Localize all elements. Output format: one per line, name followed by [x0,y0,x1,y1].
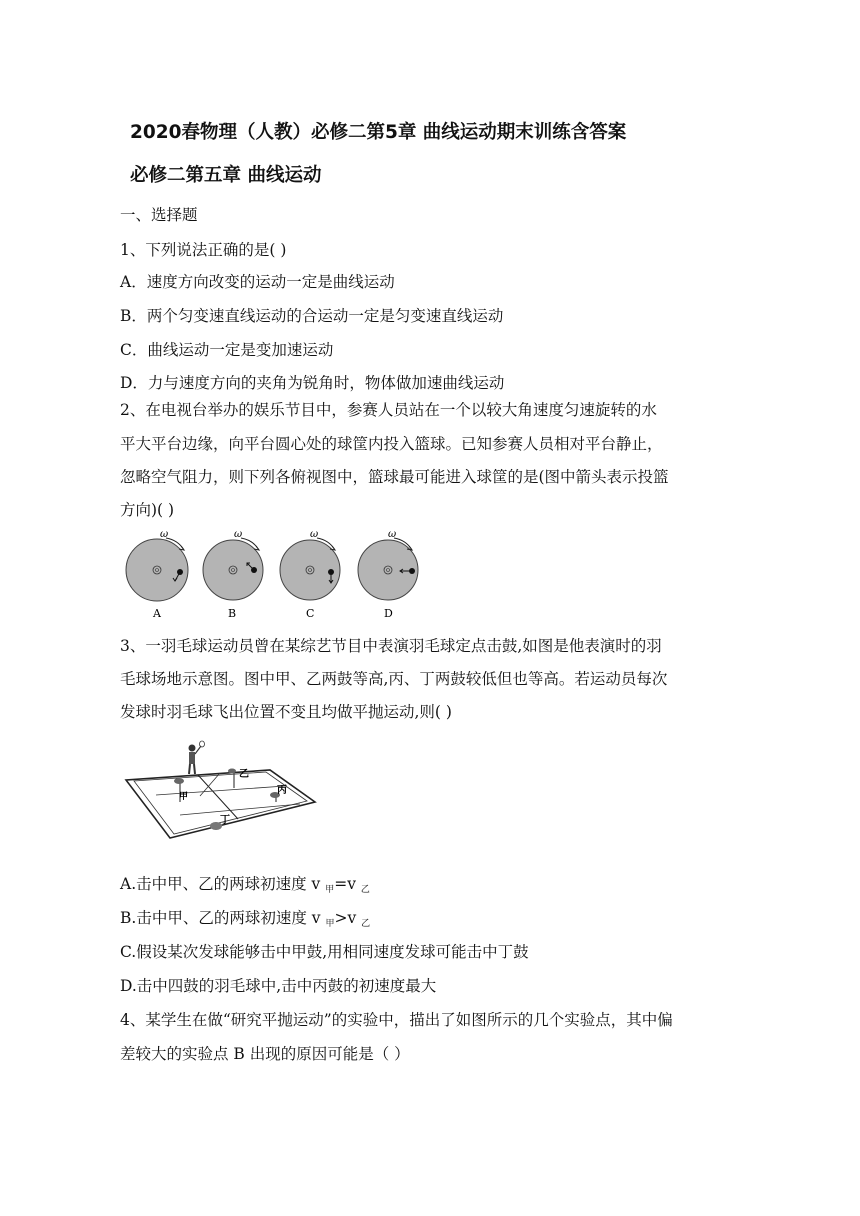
question-1-option-d: D．力与速度方向的夹角为锐角时，物体做加速曲线运动 [120,374,505,392]
option-b-text: B.击中甲、乙的两球初速度 v [120,909,326,927]
question-3-option-b [120,906,370,928]
disk-b [203,538,263,600]
question-2-line-3: 忽略空气阻力，则下列各俯视图中，篮球最可能进入球筐的是(图中箭头表示投篮 [120,468,669,486]
drum-yi [228,769,236,789]
question-1-stem: 1、下列说法正确的是( ) [120,241,287,259]
subscript-yi: 乙 [361,919,371,929]
figure-label-b: B [228,607,237,620]
omega-label-a: ω [160,529,169,540]
omega-label-c: ω [310,529,319,540]
document-title: 2020春物理（人教）必修二第5章 曲线运动期末训练含答案 [130,122,627,143]
subscript-jia: 甲 [325,919,335,929]
question-1-option-b: B．两个匀变速直线运动的合运动一定是匀变速直线运动 [120,307,504,325]
subscript-jia: 甲 [325,885,335,895]
question-4-line-2: 差较大的实验点 B 出现的原因可能是（ ） [120,1045,410,1063]
drum-label-ding: 丁 [220,815,230,826]
question-3-option-a [120,872,370,894]
question-2-figure [120,528,430,624]
option-b-relation: >v [334,909,362,927]
omega-label-b: ω [234,529,243,540]
drum-label-yi: 乙 [239,769,249,780]
question-3-line-1: 3、一羽毛球运动员曾在某综艺节目中表演羽毛球定点击鼓,如图是他表演时的羽 [120,637,662,655]
figure-label-c: C [306,607,315,620]
question-1-option-a: A．速度方向改变的运动一定是曲线运动 [120,273,395,291]
question-3-line-2: 毛球场地示意图。图中甲、乙两鼓等高,丙、丁两鼓较低但也等高。若运动员每次 [120,670,668,688]
question-3-line-3: 发球时羽毛球飞出位置不变且均做平抛运动,则( ) [120,703,452,721]
option-a-relation: =v [334,875,361,893]
question-4-line-1: 4、某学生在做“研究平抛运动”的实验中，描出了如图所示的几个实验点，其中偏 [120,1011,673,1029]
section-heading: 一、选择题 [120,206,198,224]
disk-a [126,538,188,601]
question-2-line-1: 2、在电视台举办的娱乐节目中，参赛人员站在一个以较大角速度匀速旋转的水 [120,401,657,419]
option-a-text: A.击中甲、乙的两球初速度 v [120,875,326,893]
question-2-line-2: 平大平台边缘，向平台圆心处的球筐内投入篮球。已知参赛人员相对平台静止， [120,435,663,453]
player-figure [189,741,205,774]
drum-label-bing: 丙 [277,785,287,796]
question-3-option-d: D.击中四鼓的羽毛球中,击中丙鼓的初速度最大 [120,977,437,995]
drum-label-jia: 甲 [179,792,189,802]
badminton-court-figure [120,740,320,840]
figure-label-d: D [384,607,393,620]
question-3-option-c: C.假设某次发球能够击中甲鼓,用相同速度发球可能击中丁鼓 [120,943,529,961]
figure-label-a: A [153,607,161,620]
question-2-line-4: 方向)( ) [120,501,175,519]
question-1-option-c: C．曲线运动一定是变加速运动 [120,341,334,359]
omega-label-d: ω [388,529,397,540]
disk-d [358,538,418,600]
subscript-yi: 乙 [360,885,370,895]
disk-c [280,538,340,600]
chapter-heading: 必修二第五章 曲线运动 [130,165,322,186]
